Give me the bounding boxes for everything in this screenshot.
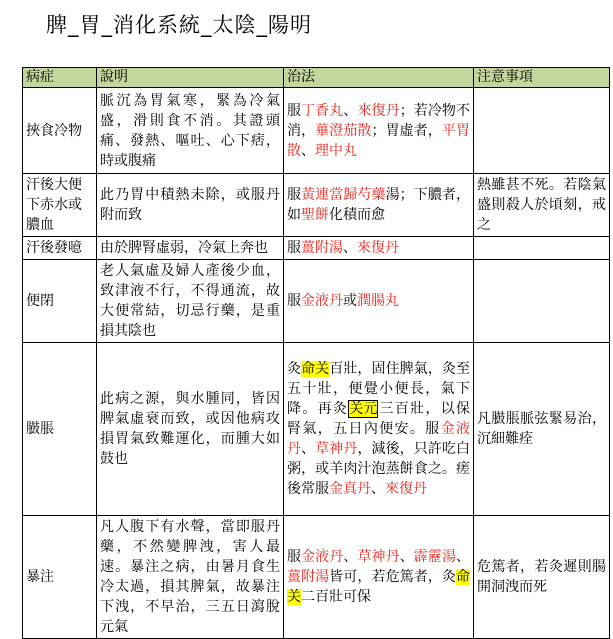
prescription-name: 理中丸 (315, 142, 357, 159)
header-treatment: 治法 (284, 68, 474, 88)
treatment-text: 、 (371, 481, 385, 497)
treatment-text: 灸 (287, 361, 302, 377)
treatment-text: 湯；下膿者，如 (287, 187, 471, 223)
treatment-text: 服 (287, 549, 302, 565)
table-row (23, 516, 610, 639)
prescription-name: 聖餅 (301, 207, 329, 223)
treatment-text: 、 (343, 102, 358, 119)
prescription-name: 金真丹 (329, 481, 371, 497)
disease-cell: 暴注 (23, 516, 97, 639)
treatment-text: 、 (456, 549, 471, 565)
disease-cell: 臌脹 (23, 343, 97, 516)
prescription-name: 來復丹 (357, 102, 400, 119)
notes-cell: 熱雖甚不死。若陰氣盛則殺人於頃刻，戒之 (474, 174, 610, 237)
prescription-name: 丁香丸 (301, 102, 344, 119)
treatment-text: 、 (399, 549, 414, 565)
prescription-name: 金液丹 (301, 549, 344, 565)
acupoint-name: 关 (287, 589, 301, 605)
treatment-text: 、 (301, 142, 315, 159)
treatment-text: 百壯，固住脾氣，灸至五十壯，便覺小便長，氣下降。再灸 (287, 361, 471, 417)
prescription-name: 蓽澄茄散 (315, 122, 372, 139)
treatment-text: 皆可，若危篤者，灸 (329, 569, 456, 585)
prescription-name: 潤腸丸 (357, 293, 399, 309)
acupoint-name: 关元 (349, 401, 378, 417)
description-cell: 凡人腹下有水聲，當即服丹藥，不然變脾洩，害人最速。暴注之病，由暑月食生冷太過，損其脾氣，故暴注下洩，不早治，三五日瀉脫元氣 (97, 516, 284, 639)
treatment-text: 、 (301, 441, 316, 457)
table-row (23, 237, 610, 260)
table-row (23, 174, 610, 237)
prescription-name: 薑附湯 (301, 240, 343, 256)
prescription-name: 霹靂湯 (413, 549, 457, 565)
treatment-cell (284, 237, 474, 260)
prescription-name: 黃連當歸芍藥 (301, 187, 386, 203)
disease-cell: 挾食冷物 (23, 88, 97, 174)
table-row (23, 343, 610, 516)
notes-cell (474, 237, 610, 260)
treatment-text: ，減後，只許吃白粥，或羊肉汁泡蒸餅食之。瘥後常服 (287, 441, 471, 497)
acupoint-name: 命关 (301, 361, 330, 377)
treatment-cell (284, 260, 474, 343)
treatment-cell (284, 343, 474, 516)
treatment-text: 化積而愈 (329, 207, 385, 223)
header-disease: 病症 (23, 68, 97, 88)
prescription-name: 草神丹 (315, 441, 358, 457)
description-cell: 脈沉為胃氣寒，緊為冷氣盛，滑則食不消。其證頭痛、發熱、嘔吐、心下痞，時或腹痛 (97, 88, 284, 174)
header-row (23, 68, 610, 88)
treatment-text: 服 (287, 102, 302, 119)
description-cell: 此病之源，與水腫同，皆因脾氣虛衰而致，或因他病攻損胃氣致難運化，而腫大如鼓也 (97, 343, 284, 516)
table-row (23, 88, 610, 174)
disease-cell: 汗後大便下赤水或膿血 (23, 174, 97, 237)
prescription-name: 來復丹 (357, 240, 399, 256)
treatment-text: 三百壯，以保腎氣，五日內便安。服 (287, 401, 471, 437)
prescription-name: 金液丹 (287, 421, 471, 457)
table-row (23, 260, 610, 343)
prescription-name: 金液丹 (301, 293, 343, 309)
notes-cell: 凡臌脹脈弦緊易治，沉細難痊 (474, 343, 610, 516)
prescription-name: 平胃散 (287, 122, 471, 159)
description-cell: 由於脾腎虛弱，冷氣上奔也 (97, 237, 284, 260)
treatment-text: 、 (343, 549, 358, 565)
header-description: 說明 (97, 68, 284, 88)
disease-cell: 便閉 (23, 260, 97, 343)
notes-cell (474, 88, 610, 174)
prescription-name: 來復丹 (385, 481, 427, 497)
description-cell: 老人氣虛及婦人產後少血，致津液不行，不得通流，故大便常結，切忌行藥，是重損其陰也 (97, 260, 284, 343)
prescription-name: 草神丹 (357, 549, 400, 565)
treatment-cell (284, 174, 474, 237)
treatment-text: 服 (287, 240, 301, 256)
treatment-text: 、 (343, 240, 357, 256)
acupoint-name: 命 (456, 569, 470, 585)
notes-cell (474, 260, 610, 343)
description-cell: 此乃胃中積熱未除，或服丹附而致 (97, 174, 284, 237)
treatment-cell (284, 516, 474, 639)
treatment-text: ；若冷物不消， (287, 102, 471, 139)
treatment-cell (284, 88, 474, 174)
treatment-text: 服 (287, 293, 301, 309)
treatment-text: 二百壯可保 (301, 589, 371, 605)
treatment-text: 服 (287, 187, 302, 203)
disease-cell: 汗後發噫 (23, 237, 97, 260)
treatment-text: ；胃虛者， (371, 122, 442, 139)
header-notes: 注意事項 (474, 68, 610, 88)
treatment-text: 或 (343, 293, 357, 309)
page-title: 脾_胃_消化系統_太陰_陽明 (46, 13, 312, 37)
symptom-table (22, 67, 610, 639)
notes-cell: 危篤者，若灸遲則腸開洞洩而死 (474, 516, 610, 639)
prescription-name: 薑附湯 (287, 569, 330, 585)
